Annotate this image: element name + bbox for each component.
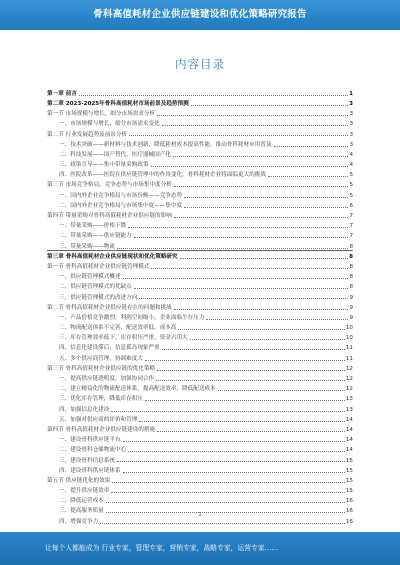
toc-leader-dots [123, 278, 349, 279]
toc-entry[interactable] [47, 321, 353, 331]
toc-entry[interactable] [47, 311, 353, 321]
toc-entry-label: 四、加强信息化建设 [59, 406, 110, 413]
toc-entry-page: 8 [349, 274, 353, 281]
toc-leader-dots [174, 217, 349, 218]
toc-entry-page: 8 [349, 284, 353, 291]
toc-leader-dots [145, 400, 345, 401]
page-number: 1 [198, 512, 202, 518]
toc-entry[interactable] [47, 230, 353, 240]
toc-entry-label: 第三节 市场竞争格局，竞争态势与市场集中度分析 [47, 182, 172, 189]
toc-leader-dots [274, 146, 349, 147]
toc-entry[interactable] [47, 199, 353, 209]
toc-entry[interactable] [47, 433, 353, 443]
toc-entry-label: 五、多个供应商管理，协调难度大 [59, 355, 143, 362]
toc-entry-label: 四、建设骨科供应链体系 [59, 467, 121, 474]
toc-entry-page: 11 [345, 355, 353, 362]
toc-entry[interactable] [47, 118, 353, 128]
toc-entry-label: 第二章 2023-2025年骨科高值耗材市场前景及趋势预测 [47, 100, 189, 107]
toc-entry[interactable] [47, 393, 353, 403]
toc-leader-dots [190, 339, 345, 340]
toc-leader-dots [184, 197, 348, 198]
toc-entry-page: 12 [345, 365, 353, 372]
toc-entry-label: 二、科技发展——国产替代，医疗器械国产化 [59, 151, 171, 158]
toc-leader-dots [134, 237, 349, 238]
toc-entry-label: 一、带量采购——价格下降 [59, 223, 127, 230]
toc-entry[interactable] [47, 250, 353, 260]
toc-entry[interactable] [47, 474, 353, 484]
toc-leader-dots [129, 135, 348, 136]
toc-entry-label: 一、提升供应链效率 [59, 488, 110, 495]
toc-entry-label: 二、建立精益化的物流配送体系，提高配送效率，降低配送成本 [59, 386, 216, 393]
toc-leader-dots [112, 482, 345, 483]
toc-entry-page: 13 [345, 396, 353, 403]
toc-entry[interactable] [47, 281, 353, 291]
toc-entry-page: 5 [349, 172, 353, 179]
toc-entry-label: 四、增强竞争力 [59, 518, 99, 525]
toc-leader-dots [174, 309, 349, 310]
toc-leader-dots [162, 125, 349, 126]
toc-entry-page: 7 [349, 223, 353, 230]
toc-leader-dots [128, 227, 348, 228]
toc-entry-label: 第一章 前言 [47, 90, 77, 97]
toc-entry-label: 第一节 骨科高值耗材企业供应链管理模式 [47, 263, 150, 270]
toc-entry-label: 三、提高服务质量 [59, 508, 104, 515]
toc-leader-dots [145, 360, 345, 361]
toc-leader-dots [180, 258, 348, 259]
toc-entry-page: 12 [345, 376, 353, 383]
toc-entry[interactable] [47, 484, 353, 494]
toc-leader-dots [117, 248, 348, 249]
toc-entry[interactable] [47, 454, 353, 464]
toc-entry-label: 三、优化库存管理，降低库存积压 [59, 396, 143, 403]
toc-leader-dots [139, 421, 345, 422]
toc-entry-label: 第一节 市场规模与增长，细分市场需求分析 [47, 111, 156, 118]
toc-entry-label: 三、建设骨科信息系统 [59, 457, 115, 464]
toc-leader-dots [184, 207, 348, 208]
toc-entry[interactable] [47, 413, 353, 423]
toc-leader-dots [218, 390, 345, 391]
toc-entry-label: 一、市场规模与增长，细分市场需求变化 [59, 121, 160, 128]
toc-entry-label: 二、建设骨科仓储物流中心 [59, 447, 127, 454]
toc-entry-label: 一、建设骨科供应链平台 [59, 437, 121, 444]
toc-entry-label: 第四节 带量采购对骨科高值耗材企业供应链的影响 [47, 213, 172, 220]
table-of-contents [47, 87, 353, 525]
toc-entry-page: 14 [345, 426, 353, 433]
toc-entry[interactable] [47, 464, 353, 474]
toc-entry[interactable] [47, 372, 353, 382]
toc-entry-label: 第四节 骨科高值耗材企业供应链建设的措施 [47, 426, 156, 433]
toc-heading: 内容目录 [175, 57, 225, 71]
toc-leader-dots [128, 451, 345, 452]
toc-leader-dots [156, 380, 345, 381]
toc-entry-label: 第二节 骨科高值耗材企业供应链存在的问题和挑战 [47, 304, 172, 311]
report-title: 骨科高值耗材企业供应链建设和优化策略研究报告 [93, 9, 307, 20]
toc-leader-dots [123, 441, 345, 442]
toc-entry-label: 一、产品价格竞争激烈，利润空间缩小，企业面临生存压力 [59, 314, 205, 321]
toc-entry-page: 9 [349, 304, 353, 311]
toc-entry-page: 10 [345, 325, 353, 332]
toc-entry-page: 16 [345, 518, 353, 525]
toc-entry[interactable] [47, 209, 353, 219]
toc-entry[interactable] [47, 138, 353, 148]
toc-entry[interactable] [47, 128, 353, 138]
toc-entry[interactable] [47, 495, 353, 505]
toc-entry-page: 4 [349, 151, 353, 158]
toc-entry-label: 二、物流配送体系不完善，配送效率低，成本高 [59, 325, 177, 332]
toc-entry-label: 三、供应链管理模式的改进方向 [59, 294, 138, 301]
toc-entry-page: 16 [345, 498, 353, 505]
toc-entry[interactable] [47, 240, 353, 250]
toc-entry[interactable] [47, 301, 353, 311]
toc-entry[interactable] [47, 158, 353, 168]
toc-leader-dots [106, 502, 345, 503]
toc-leader-dots [162, 349, 345, 350]
toc-entry-page: 5 [349, 182, 353, 189]
toc-entry[interactable] [47, 403, 353, 413]
footer-slogan: 让每个人都能成为 行业专家，管理专家，营销专家，战略专家，运营专家…… [45, 544, 279, 552]
toc-entry[interactable] [47, 107, 353, 117]
toc-leader-dots [191, 105, 348, 106]
footer-banner [0, 532, 400, 565]
toc-entry-page: 6 [349, 202, 353, 209]
toc-entry[interactable] [47, 332, 353, 342]
toc-entry-page: 16 [345, 508, 353, 515]
toc-entry-label: 一、提高供应链透明度，加强协同合作 [59, 376, 155, 383]
toc-entry[interactable] [47, 382, 353, 392]
toc-entry-page: 15 [345, 477, 353, 484]
toc-entry-label: 三、库存管理效率低下，库存积压严重，资金占用大 [59, 335, 188, 342]
toc-leader-dots [100, 523, 345, 524]
toc-entry-page: 8 [349, 253, 353, 260]
toc-entry-label: 三、政策引导——集中带量采购政策 [59, 162, 149, 169]
toc-leader-dots [174, 186, 349, 187]
toc-leader-dots [151, 268, 348, 269]
toc-entry-label: 第二节 行业发展趋势及前景分析 [47, 131, 128, 138]
toc-entry[interactable] [47, 97, 353, 107]
toc-leader-dots [268, 176, 348, 177]
toc-entry[interactable] [47, 260, 353, 270]
toc-entry-page: 11 [345, 345, 353, 352]
toc-entry[interactable] [47, 148, 353, 158]
toc-entry[interactable] [47, 219, 353, 229]
toc-entry-page: 14 [345, 447, 353, 454]
toc-entry[interactable] [47, 189, 353, 199]
toc-leader-dots [178, 329, 344, 330]
toc-entry-page: 14 [345, 437, 353, 444]
toc-entry[interactable] [47, 444, 353, 454]
toc-entry-page: 14 [345, 416, 353, 423]
toc-entry-label: 三、带量采购——物流 [59, 243, 115, 250]
toc-entry-label: 一、供应链管理模式概述 [59, 274, 121, 281]
toc-entry-label: 第五节 供应链优化的效果 [47, 477, 111, 484]
toc-entry-label: 第三节 骨科高值耗材企业供应链的优化策略 [47, 365, 156, 372]
toc-entry-page: 7 [349, 233, 353, 240]
toc-leader-dots [157, 431, 345, 432]
toc-entry-label: 二、降低运营成本 [59, 498, 104, 505]
toc-entry[interactable] [47, 270, 353, 280]
toc-entry-label: 四、医院改革——医院在供应链管理中的作用变化，骨科耗材企业将面临更大的挑战 [59, 172, 266, 179]
toc-entry-page: 13 [345, 406, 353, 413]
toc-entry-page: 15 [345, 467, 353, 474]
toc-leader-dots [117, 461, 345, 462]
toc-entry-page: 5 [349, 192, 353, 199]
toc-entry-label: 二、国内外企业竞争格局与市场集中度——集中度 [59, 202, 183, 209]
toc-entry-page: 3 [349, 100, 353, 107]
toc-entry-label: 五、加强对供应商的评价和管理 [59, 416, 138, 423]
toc-leader-dots [151, 166, 349, 167]
toc-entry[interactable] [47, 342, 353, 352]
toc-entry-page: 3 [349, 111, 353, 118]
toc-entry[interactable] [47, 291, 353, 301]
toc-leader-dots [173, 156, 349, 157]
toc-leader-dots [111, 411, 345, 412]
toc-entry-page: 12 [345, 386, 353, 393]
toc-entry-page: 8 [349, 263, 353, 270]
toc-entry-page: 15 [345, 457, 353, 464]
toc-entry-label: 一、技术突破——新材料与技术创新，降低耗材成本提高性能，推动骨科耗材应用普及 [59, 141, 272, 148]
toc-entry-label: 第三章 骨科高值耗材企业供应链现状和优化策略研究 [47, 253, 178, 260]
toc-entry-page: 15 [345, 488, 353, 495]
toc-entry-page: 9 [349, 314, 353, 321]
toc-entry-page: 3 [349, 131, 353, 138]
toc-entry[interactable] [47, 362, 353, 372]
toc-entry[interactable] [47, 169, 353, 179]
toc-leader-dots [111, 492, 345, 493]
toc-entry-page: 1 [349, 90, 353, 97]
toc-entry-label: 一、国内外企业竞争格局与市场份额——竞争态势 [59, 192, 183, 199]
toc-entry-page: 4 [349, 162, 353, 169]
toc-entry-label: 二、供应链管理模式的优缺点 [59, 284, 132, 291]
toc-leader-dots [206, 319, 348, 320]
toc-leader-dots [134, 288, 349, 289]
toc-leader-dots [157, 370, 345, 371]
toc-entry-page: 9 [349, 294, 353, 301]
toc-entry-page: 3 [349, 121, 353, 128]
toc-entry-page: 7 [349, 213, 353, 220]
toc-entry-label: 四、信息化建设滞后，信息孤岛现象严重 [59, 345, 160, 352]
toc-entry[interactable] [47, 352, 353, 362]
toc-entry[interactable] [47, 179, 353, 189]
toc-leader-dots [157, 115, 348, 116]
toc-leader-dots [79, 95, 348, 96]
toc-entry[interactable] [47, 87, 353, 97]
toc-entry-page: 3 [349, 141, 353, 148]
toc-entry-page: 8 [349, 243, 353, 250]
toc-entry-label: 二、带量采购——供应链能力 [59, 233, 132, 240]
toc-leader-dots [139, 298, 348, 299]
toc-leader-dots [123, 472, 345, 473]
toc-entry-page: 10 [345, 335, 353, 342]
toc-entry[interactable] [47, 423, 353, 433]
